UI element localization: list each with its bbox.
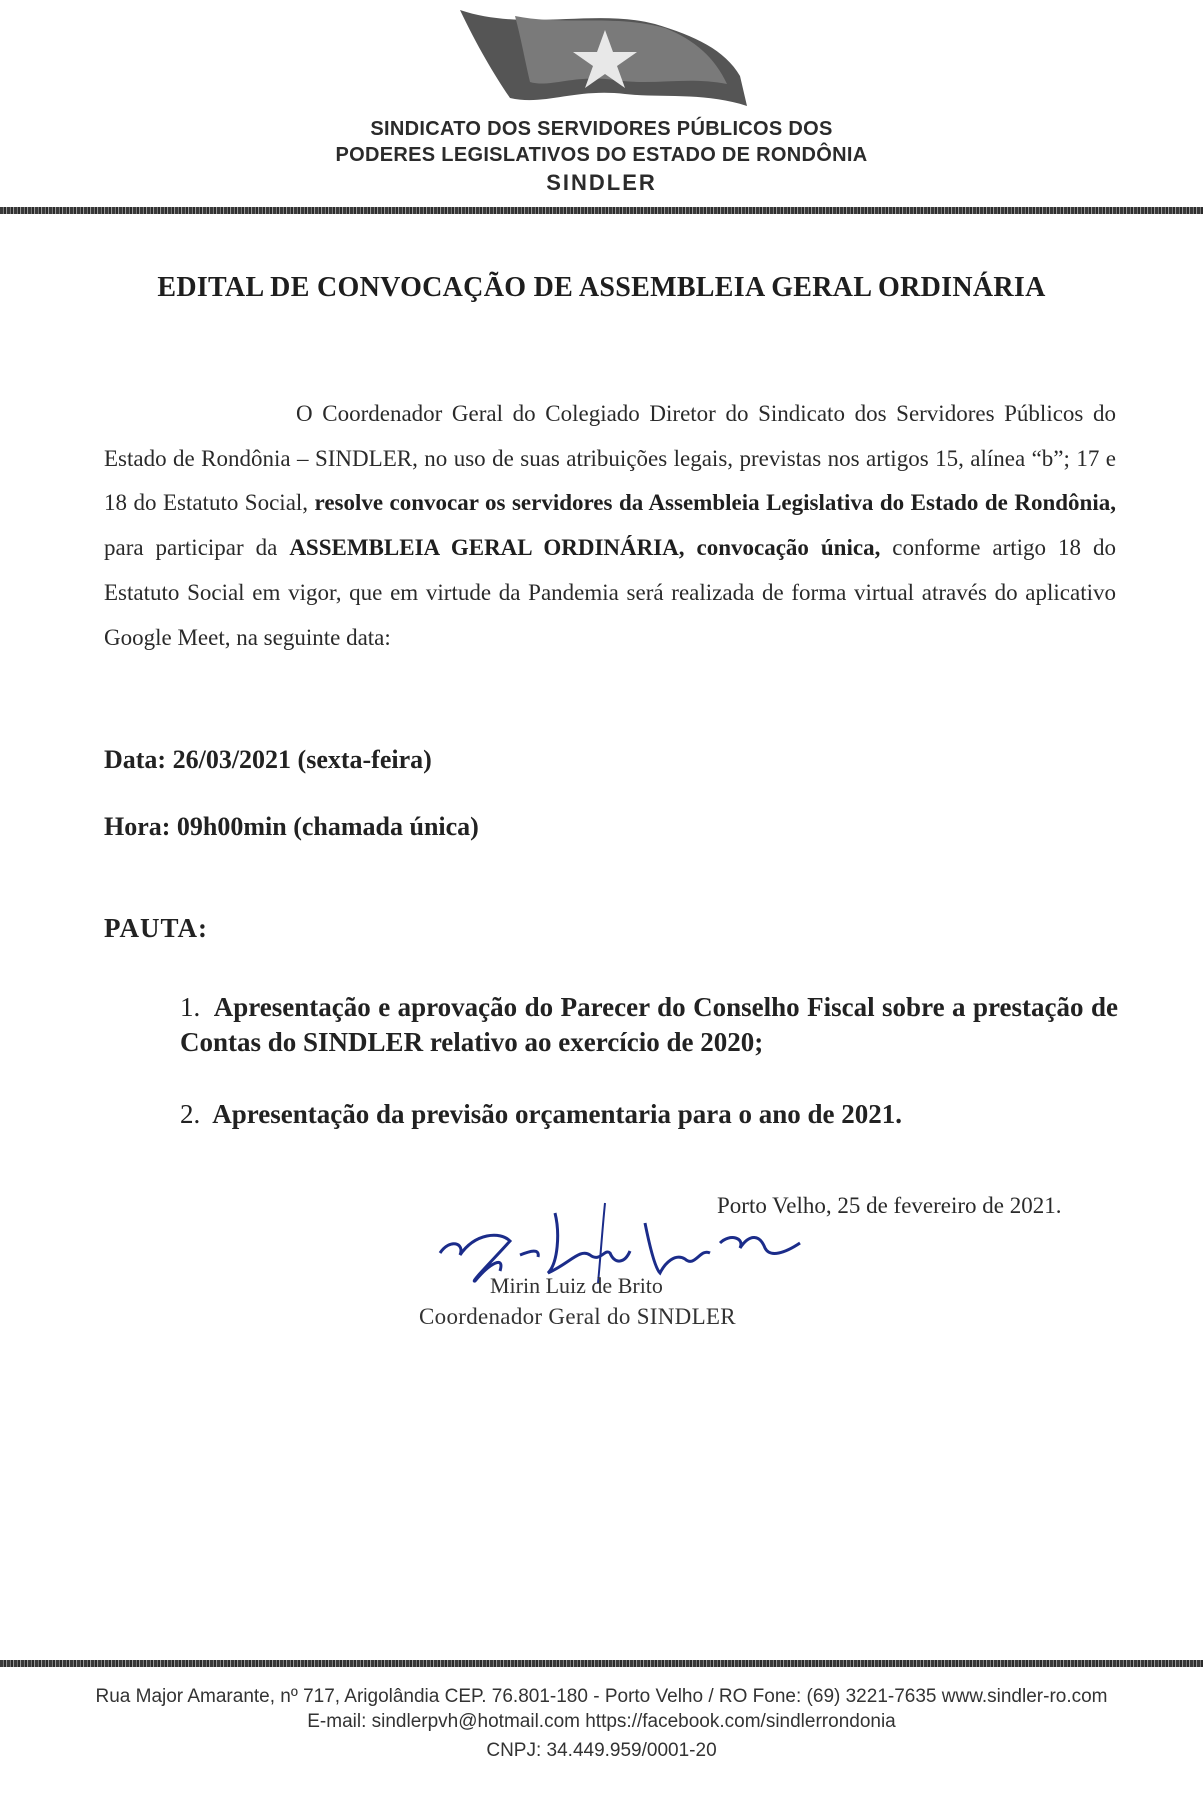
document-title: EDITAL DE CONVOCAÇÃO DE ASSEMBLEIA GERAL ORDINÁRIA	[157, 272, 1046, 303]
org-name-line-2: PODERES LEGISLATIVOS DO ESTADO DE RONDÔNIA	[335, 144, 868, 166]
footer-address: Rua Major Amarante, nº 717, Arigolândia CEP. 76.801-180 - Porto Velho / RO Fone: (69) 3221-7635 www.sindler-ro.com	[95, 1686, 1108, 1707]
agenda-item-text: Apresentação da previsão orçamentaria para o ano de 2021.	[212, 1099, 902, 1129]
agenda-item	[180, 990, 1118, 1060]
footer-divider	[0, 1660, 1203, 1667]
agenda-item	[180, 1097, 1118, 1132]
org-acronym: SINDLER	[546, 170, 657, 195]
org-name-line-1: SINDICATO DOS SERVIDORES PÚBLICOS DOS	[370, 118, 833, 140]
footer-contact: E-mail: sindlerpvh@hotmail.com https://facebook.com/sindlerrondonia	[307, 1711, 896, 1732]
meeting-date: Data: 26/03/2021 (sexta-feira)	[104, 745, 432, 774]
paragraph-text-2: para participar da	[104, 535, 290, 561]
paragraph-bold-1: resolve convocar os servidores da Assembleia Legislativa do Estado de Rondônia,	[314, 490, 1116, 516]
convocation-paragraph	[104, 392, 1116, 660]
header-divider	[0, 207, 1203, 214]
paragraph-bold-2: ASSEMBLEIA GERAL ORDINÁRIA, convocação única,	[289, 535, 881, 561]
signer-role: Coordenador Geral do SINDLER	[419, 1304, 736, 1329]
paragraph-text-1: O Coordenador Geral do Colegiado Diretor do Sindicato dos Servidores Públicos do Estado de Rondônia – SINDLER, no uso de suas atribuições legais, previstas nos artigos 15, alínea “b”; 17 e 18 do Estatuto Social,	[104, 401, 1116, 516]
agenda-heading: PAUTA:	[104, 913, 208, 943]
place-and-date: Porto Velho, 25 de fevereiro de 2021.	[717, 1193, 1062, 1218]
flag-logo	[455, 6, 755, 118]
agenda-item-text: Apresentação e aprovação do Parecer do Conselho Fiscal sobre a prestação de Contas do SINDLER relativo ao exercício de 2020;	[180, 992, 1118, 1057]
agenda-item-number: 1.	[180, 992, 201, 1022]
paragraph-text-3: conforme artigo 18 do Estatuto Social em vigor, que em virtude da Pandemia será realizada de forma virtual através do aplicativo Google Meet, na seguinte data:	[104, 535, 1116, 650]
signer-name: Mirin Luiz de Brito	[490, 1273, 663, 1298]
footer-cnpj: CNPJ: 34.449.959/0001-20	[486, 1740, 717, 1761]
agenda-item-number: 2.	[180, 1099, 201, 1129]
meeting-time: Hora: 09h00min (chamada única)	[104, 812, 479, 841]
